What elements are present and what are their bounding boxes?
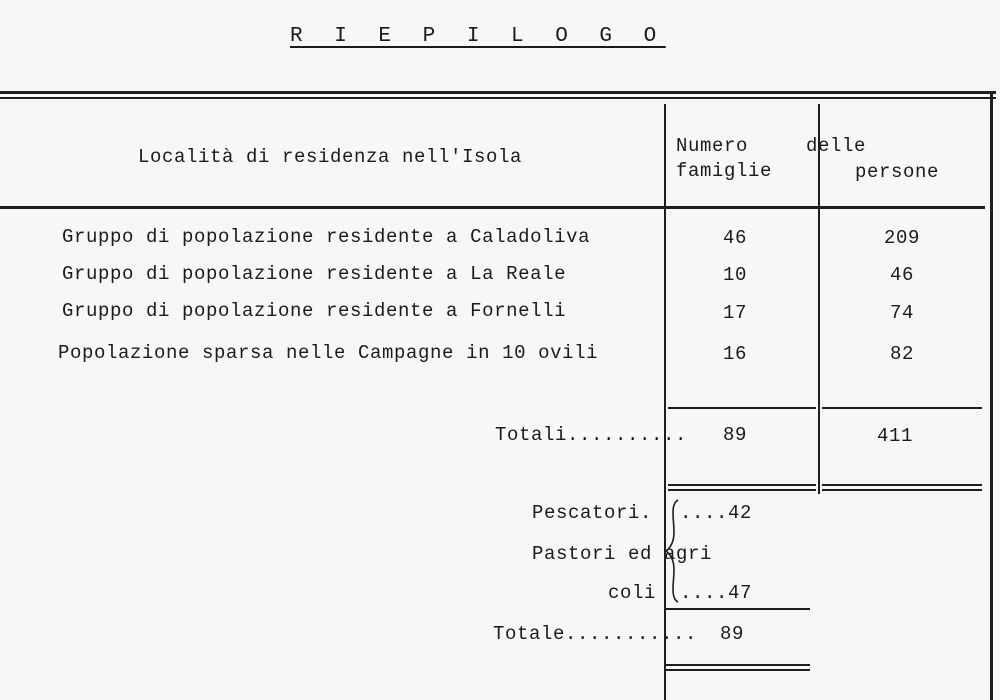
column-divider-persone (818, 104, 820, 494)
totale-double-rule (666, 664, 810, 666)
totale-double-rule (666, 669, 810, 671)
pastori-value: ....47 (680, 582, 753, 604)
pescatori-value: ....42 (680, 502, 753, 524)
table-top-border (0, 91, 996, 94)
header-separator (0, 206, 985, 209)
header-numero: Numero (676, 135, 749, 157)
row-famiglie: 10 (722, 264, 747, 286)
totali-label: Totali.......... (495, 424, 688, 446)
row-label: Gruppo di popolazione residente a La Reale (62, 263, 567, 285)
pastori-label-cont: coli (608, 582, 657, 604)
totali-persone: 411 (876, 425, 913, 447)
double-rule-famiglie (668, 489, 816, 491)
row-persone: 82 (889, 343, 914, 365)
row-persone: 74 (889, 302, 914, 324)
pastori-label: Pastori ed agri (532, 543, 713, 565)
totals-rule-persone (822, 407, 982, 409)
column-divider-famiglie (664, 104, 666, 700)
row-persone: 46 (889, 264, 914, 286)
double-rule-famiglie (668, 484, 816, 486)
row-famiglie: 16 (722, 343, 747, 365)
table-right-border (990, 94, 993, 700)
curly-brace (664, 498, 688, 604)
header-location: Località di residenza nell'Isola (138, 146, 523, 168)
totali-famiglie: 89 (722, 424, 747, 446)
row-label: Gruppo di popolazione residente a Fornelli (62, 300, 567, 322)
row-persone: 209 (883, 227, 920, 249)
double-rule-persone (822, 489, 982, 491)
pescatori-label: Pescatori. (532, 502, 653, 524)
header-persone: persone (855, 161, 940, 183)
totale-value: 89 (720, 623, 745, 645)
totals-rule-famiglie (668, 407, 816, 409)
header-famiglie: famiglie (676, 160, 773, 182)
row-label: Gruppo di popolazione residente a Caladoliva (62, 226, 591, 248)
totale-rule (666, 608, 810, 610)
row-famiglie: 46 (722, 227, 747, 249)
header-delle: delle (806, 135, 867, 157)
table-top-border-inner (0, 97, 996, 99)
row-label: Popolazione sparsa nelle Campagne in 10 ovili (58, 342, 599, 364)
totale-label: Totale........... (493, 623, 698, 645)
double-rule-persone (822, 484, 982, 486)
row-famiglie: 17 (722, 302, 747, 324)
page-title: R I E P I L O G O (290, 25, 666, 48)
